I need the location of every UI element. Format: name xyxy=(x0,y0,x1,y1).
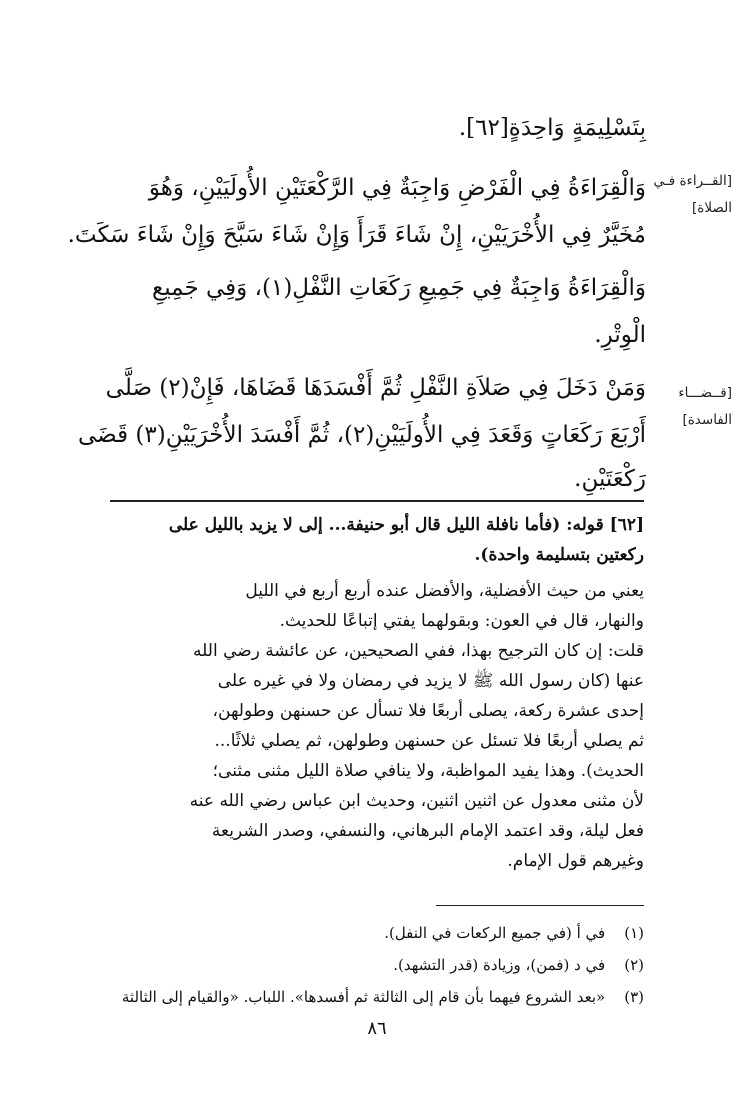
commentary-line: فعل ليلة، وقد اعتمد الإمام البرهاني، والنسفي، وصدر الشريعة xyxy=(211,821,644,841)
footnote-number: (١) xyxy=(624,924,644,942)
main-paragraph-2-line-2: الْوِتْرِ. xyxy=(594,322,646,348)
commentary-line: يعني من حيث الأفضلية، والأفضل عنده أربع أربع في الليل xyxy=(245,581,644,601)
main-paragraph-1-line-2: مُخَيَّرٌ فِي الأُخْرَيَيْنِ، إِنْ شَاءَ قَرَأَ وَإِنْ شَاءَ سَبَّحَ وَإِنْ شَاءَ سَكَتَ. xyxy=(67,222,646,248)
footnote xyxy=(110,918,644,948)
margin-note-reading xyxy=(648,168,732,222)
commentary-line: إحدى عشرة ركعة، يصلى أربعًا فلا تسأل عن حسنهن وطولهن، xyxy=(212,701,644,721)
commentary-line: قلت: إن كان الترجيح بهذا، ففي الصحيحين، عن عائشة رضي الله xyxy=(193,641,644,661)
commentary-line: والنهار، قال في العون: وبقولهما يفتي إتباعًا للحديث. xyxy=(279,611,644,631)
commentary-line: ثم يصلي أربعًا فلا تسئل عن حسنهن وطولهن، ثم يصلي ثلاثًا... xyxy=(214,731,644,751)
margin-note-reading-line-1: [القــراءة فـي xyxy=(653,173,732,189)
commentary-line: الحديث). وهذا يفيد المواظبة، ولا ينافي صلاة الليل مثنى مثنى؛ xyxy=(212,761,644,781)
margin-note-makeup xyxy=(648,380,732,434)
main-paragraph-3-line-3: رَكْعَتَيْنِ. xyxy=(574,466,646,492)
commentary-heading-line-2: ركعتين بتسليمة واحدة). xyxy=(474,545,644,565)
margin-note-makeup-line-2: الفاسدة] xyxy=(682,412,732,428)
main-text-top-line: بِتَسْلِيمَةٍ وَاحِدَةٍ[٦٢]. xyxy=(458,115,646,141)
main-paragraph-1-line-1: وَالْقِرَاءَةُ فِي الْفَرْضِ وَاجِبَةٌ فِي الرَّكْعَتَيْنِ الأُولَيَيْنِ، وَهُوَ xyxy=(148,175,646,201)
footnote-number: (٢) xyxy=(624,956,644,974)
footnote-text: في أ (في جميع الركعات في النفل). xyxy=(384,924,606,942)
commentary-block xyxy=(110,510,644,876)
main-paragraph-2-line-1: وَالْقِرَاءَةُ وَاجِبَةٌ فِي جَمِيعِ رَكَعَاتِ النَّفْلِ(١)، وَفِي جَمِيعِ xyxy=(151,275,646,301)
commentary-line: لأن مثنى معدول عن اثنين اثنين، وحديث ابن عباس رضي الله عنه xyxy=(189,791,644,811)
footnote-number: (٣) xyxy=(624,988,644,1006)
margin-note-makeup-line-1: [قــضـــاء xyxy=(678,385,732,401)
page-number: ٨٦ xyxy=(367,1018,387,1039)
footnotes-divider xyxy=(436,905,644,906)
footnote xyxy=(110,982,644,1012)
commentary-divider xyxy=(110,500,644,502)
commentary-line: عنها (كان رسول الله ﷺ لا يزيد في رمضان ولا في غيره على xyxy=(217,671,644,691)
commentary-line: وغيرهم قول الإمام. xyxy=(507,851,644,871)
main-paragraph-3-line-1: وَمَنْ دَخَلَ فِي صَلاَةِ النَّفْلِ ثُمَّ أَفْسَدَهَا قَضَاهَا، فَإِنْ(٢) صَلَّى xyxy=(105,375,646,401)
footnote xyxy=(110,950,644,980)
margin-note-reading-line-2: الصلاة] xyxy=(692,200,732,216)
footnote-text: في د (فمن)، وزيادة (قدر التشهد). xyxy=(393,956,606,974)
commentary-heading-line-1: [٦٢] قوله: (فأما نافلة الليل قال أبو حنيفة... إلى لا يزيد بالليل على xyxy=(168,515,644,535)
footnote-text: «بعد الشروع فيهما بأن قام إلى الثالثة ثم أفسدها». اللباب. «والقيام إلى الثالثة xyxy=(121,988,606,1006)
main-paragraph-3-line-2: أَرْبَعَ رَكَعَاتٍ وَقَعَدَ فِي الأُولَيَيْنِ(٢)، ثُمَّ أَفْسَدَ الأُخْرَيَيْنِ(٣) قَضَى xyxy=(77,422,646,448)
